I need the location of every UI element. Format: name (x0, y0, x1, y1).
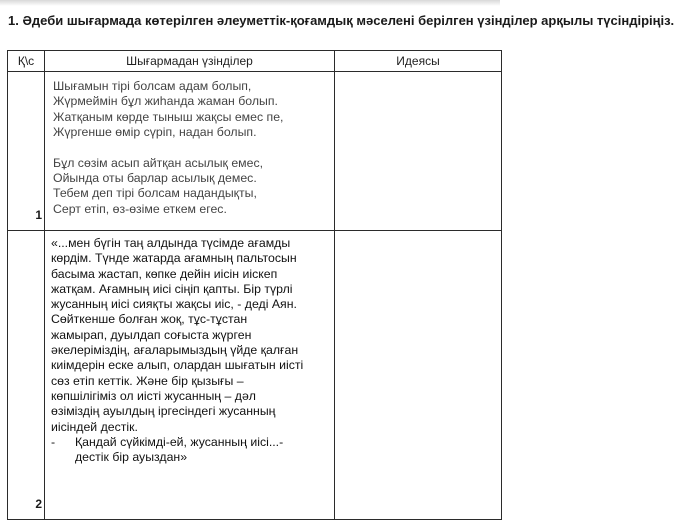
prose-line: өзіміздің ауылдың іргесіндегі жусанның (51, 404, 276, 419)
table-header-row (8, 51, 502, 72)
dialogue-line: дестік бір ауыздан» (75, 450, 188, 465)
prose-line: Сөйткенше болған жоқ, тұс-тұстан (51, 312, 248, 327)
prose-line: басыма жастап, көпке дейін иісін иіскеп (51, 266, 278, 281)
prose-line: әкелеріміздің, ағаларымыздың үйде қалған (51, 343, 299, 358)
prose-excerpt (45, 231, 334, 473)
dialogue-item (51, 435, 332, 466)
excerpt-cell (45, 231, 335, 520)
stanza-gap (53, 141, 332, 156)
header-excerpts: Шығармадан үзінділер (45, 51, 335, 72)
poem-line: Серт етіп, өз-өзіме еткем егес. (53, 201, 227, 216)
table-row (8, 72, 502, 231)
poem-line: Шығамын тірі болсам адам болып, (53, 79, 252, 93)
idea-cell[interactable] (335, 72, 502, 231)
poem-line: Жатқаным көрде тыныш жақсы емес пе, (53, 109, 284, 124)
top-edge (0, 0, 500, 6)
dash-marker: - (51, 434, 56, 449)
poem-line: Ойында оты барлар асылық демес. (53, 171, 257, 186)
prose-line: жатқам. Ағамның иісі сіңіп қапты. Бір түрлі (51, 281, 293, 296)
table-row (8, 231, 502, 520)
poem-excerpt (45, 72, 334, 227)
poem-line: Жүргенше өмір сүріп, надан болып. (53, 125, 257, 140)
prose-line: сөз етіп кеттік. Және бір қызығы – (51, 373, 244, 388)
prose-line: жусанның иісі сияқты жақсы иіс, - деді Аян. (51, 297, 297, 312)
prose-line: иісіндей дестік. (51, 419, 138, 434)
prose-line: «...мен бүгін таң алдында түсімде ағамды (51, 236, 291, 250)
dialogue-text (75, 435, 283, 466)
prose-line: көрдім. Түнде жатарда ағамның пальтосын (51, 251, 297, 266)
row-number: 2 (8, 231, 45, 520)
dialogue-line: Қандай сүйкімді-ей, жусанның иісі...- (75, 434, 284, 449)
idea-cell[interactable] (335, 231, 502, 520)
header-number: Қ\с (8, 51, 45, 72)
excerpt-cell (45, 72, 335, 231)
assignment-table (7, 50, 502, 520)
poem-line: Жүрмеймін бұл жиһанда жаман болып. (53, 94, 278, 109)
prose-line: көпшілігіміз ол иісті жусанның – дәл (51, 388, 256, 403)
poem-line: Тебем деп тірі болсам надандықты, (53, 186, 257, 201)
row-number: 1 (8, 72, 45, 231)
prose-line: киімдерін еске алып, олардан шығатын иісті (51, 358, 304, 373)
header-idea: Идеясы (335, 51, 502, 72)
task-instruction: 1. Әдеби шығармада көтерілген әлеуметтік-қоғамдық мәселені берілген үзінділер арқылы түсіндіріңіз. (8, 13, 674, 28)
poem-line: Бұл сөзім асып айтқан асылық емес, (53, 155, 264, 170)
prose-line: жамырап, дуылдап соғыста жүрген (51, 327, 252, 342)
